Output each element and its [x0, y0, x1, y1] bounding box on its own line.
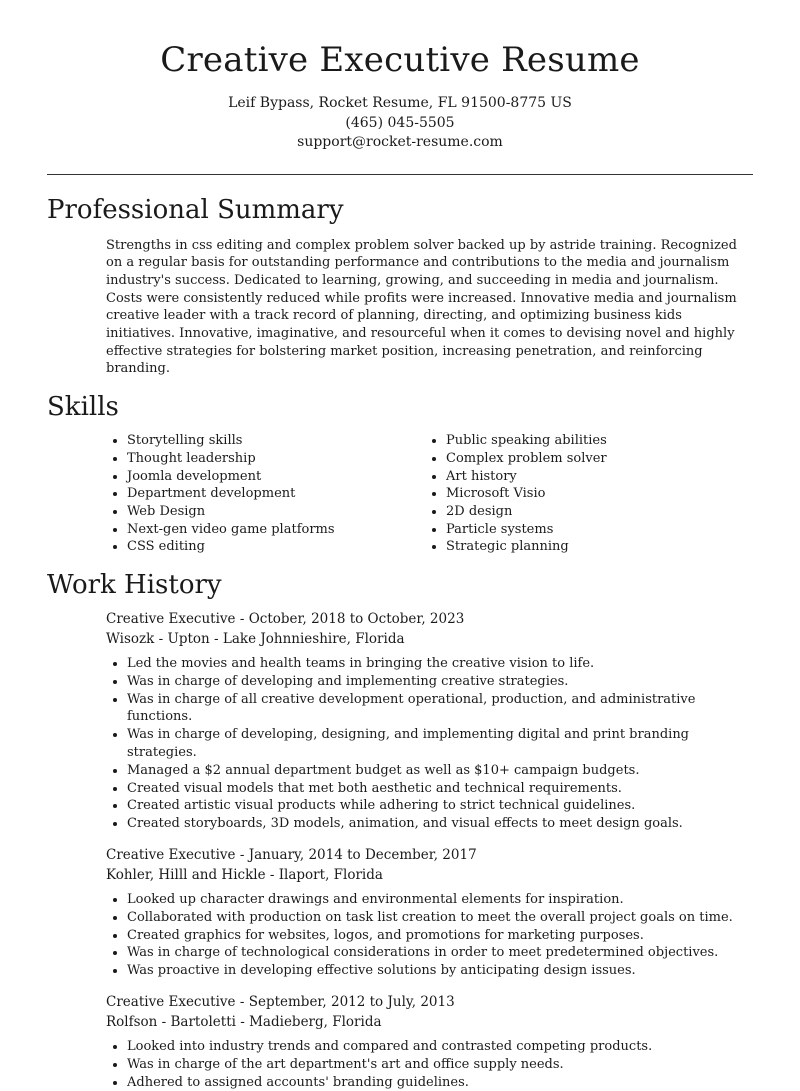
job-company-line: Rolfson - Bartoletti - Madieberg, Florida: [106, 1013, 382, 1030]
skills-heading: Skills: [47, 392, 119, 423]
job-company-line: Wisozk - Upton - Lake Johnnieshire, Florida: [106, 630, 405, 647]
skill-item: • Storytelling skills: [127, 432, 425, 450]
job-bullet: • Created artistic visual products while adhering to strict technical guidelines.: [127, 797, 760, 815]
job-bullet: • Was proactive in developing effective solutions by anticipating design issues.: [127, 962, 760, 980]
skill-item: • Public speaking abilities: [446, 432, 607, 450]
job-bullets: [106, 655, 760, 833]
job-bullet: • Created visual models that met both aesthetic and technical requirements.: [127, 780, 760, 798]
skill-item: • Department development: [127, 485, 425, 503]
job-entry: [106, 846, 800, 980]
job-company: Wisozk - Upton: [106, 630, 210, 647]
resume-header: [0, 0, 800, 153]
job-bullet: • Was in charge of all creative development operational, production, and administrative functions.: [127, 691, 760, 727]
job-bullet: • Created graphics for websites, logos, and promotions for marketing purposes.: [127, 927, 760, 945]
skills-column-left: [106, 432, 425, 556]
job-entry: [106, 610, 800, 833]
job-bullets: [106, 1038, 760, 1091]
job-bullet: • Led the movies and health teams in bringing the creative vision to life.: [127, 655, 760, 673]
summary-heading: Professional Summary: [47, 194, 344, 225]
skills-list: [106, 432, 800, 556]
job-bullet: • Was in charge of the art department's art and office supply needs.: [127, 1056, 760, 1074]
job-bullet: • Created storyboards, 3D models, animation, and visual effects to meet design goals.: [127, 815, 760, 833]
job-bullet: • Looked into industry trends and compared and contrasted competing products.: [127, 1038, 760, 1056]
job-bullet: • Was in charge of technological considerations in order to meet predetermined objectives.: [127, 944, 760, 962]
resume-title: Creative Executive Resume: [160, 40, 640, 80]
contact-email: support@rocket-resume.com: [297, 134, 503, 150]
contact-address: Leif Bypass, Rocket Resume, FL 91500-8775 US: [228, 95, 572, 111]
job-location: Ilaport, Florida: [278, 866, 383, 883]
job-title: Creative Executive: [106, 611, 236, 628]
contact-phone: (465) 045-5505: [345, 114, 455, 131]
skill-item: • Strategic planning: [446, 538, 607, 556]
job-bullet: • Looked up character drawings and environmental elements for inspiration.: [127, 891, 760, 909]
skill-item: • Microsoft Visio: [446, 485, 607, 503]
skill-item: • Particle systems: [446, 521, 607, 539]
header-divider: [47, 174, 753, 175]
job-dates: January, 2014 to December, 2017: [248, 847, 477, 864]
job-location: Madieberg, Florida: [249, 1013, 382, 1030]
skills-column-right: [425, 432, 607, 556]
skill-item: • Thought leadership: [127, 450, 425, 468]
skill-item: • Complex problem solver: [446, 450, 607, 468]
skill-item: • Art history: [446, 468, 607, 486]
job-bullet: • Managed a $2 annual department budget as well as $10+ campaign budgets.: [127, 762, 760, 780]
job-bullets: [106, 891, 760, 980]
skill-item: • Joomla development: [127, 468, 425, 486]
work-heading: Work History: [47, 570, 222, 601]
skill-item: • 2D design: [446, 503, 607, 521]
job-title-line: Creative Executive - September, 2012 to July, 2013: [106, 994, 455, 1010]
job-dates: October, 2018 to October, 2023: [248, 611, 465, 628]
job-company: Rolfson - Bartoletti: [106, 1013, 236, 1030]
job-company-line: Kohler, Hilll and Hickle - Ilaport, Florida: [106, 866, 383, 883]
job-title: Creative Executive: [106, 994, 236, 1010]
job-title-line: Creative Executive - January, 2014 to December, 2017: [106, 847, 477, 864]
job-title: Creative Executive: [106, 847, 236, 864]
job-bullet: • Collaborated with production on task list creation to meet the overall project goals on time.: [127, 909, 760, 927]
job-bullet: • Adhered to assigned accounts' branding guidelines.: [127, 1074, 760, 1091]
job-bullet: • Was in charge of developing, designing, and implementing digital and print branding strategies.: [127, 726, 760, 762]
job-location: Lake Johnnieshire, Florida: [222, 630, 405, 647]
skill-item: • Next-gen video game platforms: [127, 521, 425, 539]
summary-text: Strengths in css editing and complex problem solver backed up by astride training. Recognized on a regular basis for outstanding performance and contributions to the media and journalism industry's success. Dedicated to learning, growing, and succeeding in media and journalism. Costs were consistently reduced while profits were increased. Innovative media and journalism creative leader with a track record of planning, directing, and optimizing business kids initiatives. Innovative, imaginative, and resourceful when it comes to devising novel and highly effective strategies for bolstering market position, increasing penetration, and reinforcing branding.: [106, 237, 737, 377]
skill-item: • CSS editing: [127, 538, 425, 556]
job-company: Kohler, Hilll and Hickle: [106, 866, 266, 883]
job-dates: September, 2012 to July, 2013: [248, 994, 455, 1010]
skill-item: • Web Design: [127, 503, 425, 521]
job-title-line: Creative Executive - October, 2018 to October, 2023: [106, 611, 465, 628]
job-bullet: • Was in charge of developing and implementing creative strategies.: [127, 673, 760, 691]
job-entry: [106, 993, 800, 1091]
